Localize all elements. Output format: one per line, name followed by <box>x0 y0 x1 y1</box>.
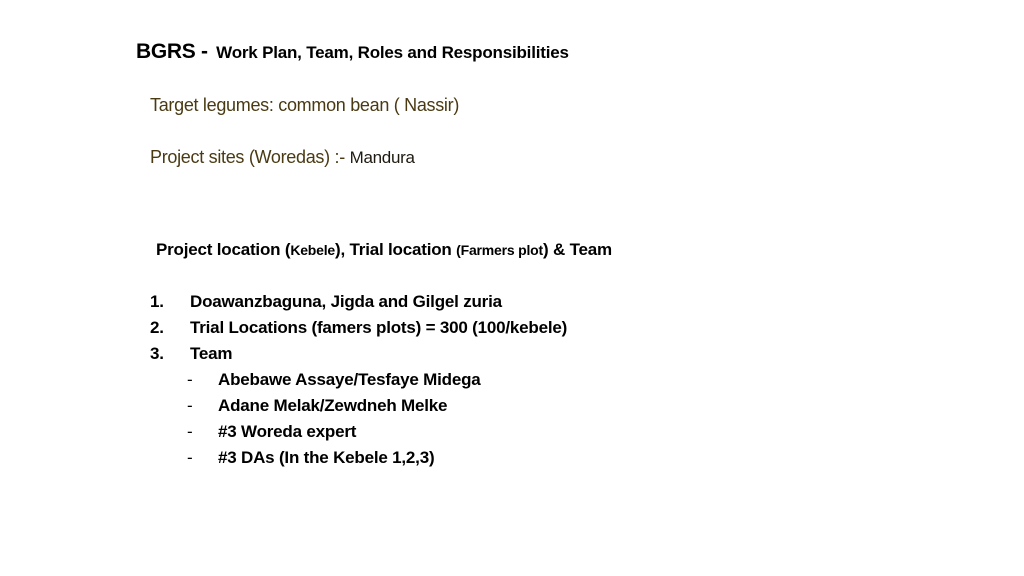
bullet-dash: - <box>187 370 193 389</box>
list-item-text: Doawanzbaguna, Jigda and Gilgel zuria <box>190 292 502 311</box>
bullet-dash: - <box>187 422 193 441</box>
list-item <box>150 318 567 344</box>
title-subtitle: Work Plan, Team, Roles and Responsibilities <box>216 43 569 62</box>
list-number: 2. <box>150 318 164 337</box>
slide-title <box>136 40 569 64</box>
team-member <box>150 448 567 474</box>
list-item-text: Trial Locations (famers plots) = 300 (100/kebele) <box>190 318 568 337</box>
bullet-dash: - <box>187 448 193 467</box>
section-heading <box>156 240 612 260</box>
project-sites-value: Mandura <box>349 148 415 167</box>
list-number: 1. <box>150 292 164 311</box>
title-main: BGRS - <box>136 40 208 63</box>
heading-kebele: Kebele <box>290 242 336 258</box>
team-member <box>150 396 567 422</box>
list-number: 3. <box>150 344 164 363</box>
numbered-list <box>150 292 567 474</box>
team-sublist-wrapper <box>150 370 567 474</box>
team-sublist <box>150 370 567 474</box>
heading-farmers-plot: (Farmers plot <box>456 242 543 258</box>
team-member-text: #3 Woreda expert <box>218 422 357 441</box>
project-sites <box>150 147 415 168</box>
heading-part-2: ), Trial location <box>335 240 457 259</box>
heading-part-3: ) & Team <box>543 240 612 259</box>
bullet-dash: - <box>187 396 193 415</box>
team-member-text: Abebawe Assaye/Tesfaye Midega <box>218 370 481 389</box>
heading-part-1: Project location ( <box>156 240 291 259</box>
team-member <box>150 422 567 448</box>
target-legumes-text: Target legumes: common bean ( Nassir) <box>150 95 460 115</box>
team-member-text: Adane Melak/Zewdneh Melke <box>218 396 448 415</box>
list-item <box>150 344 567 370</box>
project-sites-label: Project sites (Woredas) :- <box>150 147 350 167</box>
team-member-text: #3 DAs (In the Kebele 1,2,3) <box>218 448 435 467</box>
list-item <box>150 292 567 318</box>
team-member <box>150 370 567 396</box>
list-item-text: Team <box>190 344 233 363</box>
